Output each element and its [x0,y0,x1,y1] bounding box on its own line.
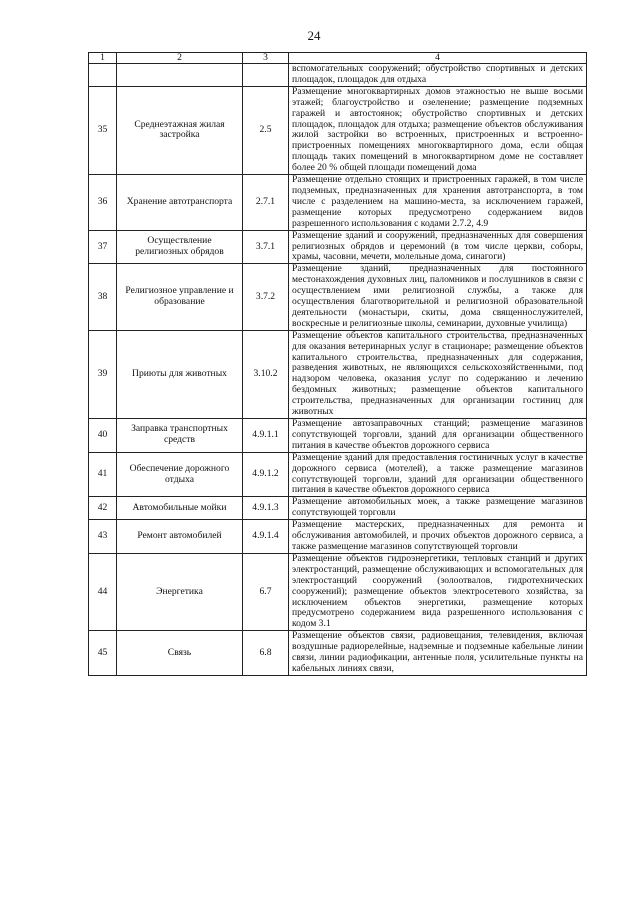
row-number: 40 [89,419,117,453]
land-use-code: 6.7 [243,553,289,630]
land-use-code: 4.9.1.4 [243,520,289,554]
land-use-code: 3.10.2 [243,330,289,418]
land-use-code: 3.7.1 [243,230,289,264]
land-use-description: Размещение зданий, предназначенных для постоянного местонахождения духовных лиц, паломников и послушников в связи с осуществлением ими религиозной службы, а также для осуществления благотворительной и религиозной образовательной деятельности (монастыри, скиты, дома священнослужителей, воскресные и религиозные школы, семинарии, духовные училища) [289,264,587,330]
land-use-code: 3.7.2 [243,264,289,330]
land-use-name: Заправка транспортных средств [117,419,243,453]
land-use-name: Религиозное управление и образование [117,264,243,330]
land-use-name: Хранение автотранспорта [117,175,243,231]
table-row [89,419,587,453]
table-row [89,631,587,676]
row-number: 35 [89,86,117,174]
header-cell: 3 [243,53,289,64]
table-row [89,86,587,174]
page-number: 24 [307,28,321,43]
table-row [89,520,587,554]
continuation-text: вспомогательных сооружений; обустройство спортивных и детских площадок, площадок для отдыха [289,64,587,87]
land-use-description: Размещение многоквартирных домов этажностью не выше восьми этажей; благоустройство и озеленение; размещение подземных гаражей и автостоянок; обустройство спортивных и детских площадок, площадок для отдыха; размещение объектов обслуживания жилой застройки во встроенных, пристроенных и встроенно-пристроенных помещениях многоквартирного дома, если общая площадь таких помещений в многоквартирном доме не составляет более 20 % общей площади помещений дома [289,86,587,174]
land-use-name: Приюты для животных [117,330,243,418]
land-use-code: 4.9.1.2 [243,452,289,497]
land-use-code: 4.9.1.1 [243,419,289,453]
table-row [89,553,587,630]
continuation-row [89,64,587,87]
land-use-code: 4.9.1.3 [243,497,289,520]
land-use-description: Размещение объектов связи, радиовещания, телевидения, включая воздушные радиорелейные, надземные и подземные кабельные линии связи, линии радиофикации, антенные поля, усилительные пункты на кабельных линиях связи, [289,631,587,676]
row-number: 39 [89,330,117,418]
header-cell: 1 [89,53,117,64]
land-use-description: Размещение зданий и сооружений, предназначенных для совершения религиозных обрядов и церемоний (в том числе церкви, соборы, храмы, часовни, мечети, молельные дома, синагоги) [289,230,587,264]
land-use-description: Размещение объектов гидроэнергетики, тепловых станций и других электростанций, размещение обслуживающих и вспомогательных для электростанций сооружений (золоотвалов, гидротехнических сооружений); размещение объектов электросетевого хозяйства, за исключением объектов энергетики, размещение которых предусмотрено содержанием вида разрешенного использования с кодом 3.1 [289,553,587,630]
land-use-description: Размещение зданий для предоставления гостиничных услуг в качестве дорожного сервиса (мотелей), а также размещение магазинов сопутствующей торговли, зданий для организации общественного питания в качестве объектов дорожного сервиса [289,452,587,497]
table-row [89,175,587,231]
row-number: 36 [89,175,117,231]
land-use-name: Осуществление религиозных обрядов [117,230,243,264]
land-use-name: Ремонт автомобилей [117,520,243,554]
land-use-code: 6.8 [243,631,289,676]
row-number: 45 [89,631,117,676]
table-row [89,452,587,497]
land-use-table [88,52,587,676]
land-use-code: 2.5 [243,86,289,174]
land-use-name: Связь [117,631,243,676]
row-number: 41 [89,452,117,497]
land-use-description: Размещение отдельно стоящих и пристроенных гаражей, в том числе подземных, предназначенных для хранения автотранспорта, в том числе с разделением на машино-места, за исключением гаражей, размещение которых предусмотрено содержанием видов разрешенного использования с кодами 2.7.2, 4.9 [289,175,587,231]
land-use-code: 2.7.1 [243,175,289,231]
row-number: 42 [89,497,117,520]
land-use-description: Размещение автозаправочных станций; размещение магазинов сопутствующей торговли, зданий для организации общественного питания в качестве объектов дорожного сервиса [289,419,587,453]
row-number: 38 [89,264,117,330]
land-use-name: Обеспечение дорожного отдыха [117,452,243,497]
header-cell: 4 [289,53,587,64]
land-use-description: Размещение мастерских, предназначенных для ремонта и обслуживания автомобилей, и прочих объектов дорожного сервиса, а также размещение магазинов сопутствующей торговли [289,520,587,554]
header-cell: 2 [117,53,243,64]
land-use-name: Автомобильные мойки [117,497,243,520]
table-row [89,230,587,264]
land-use-description: Размещение объектов капитального строительства, предназначенных для оказания ветеринарных услуг в стационаре; размещение объектов капитального строительства, предназначенных для содержания, разведения животных, не являющихся сельскохозяйственными, под надзором человека, оказания услуг по содержанию и лечению бездомных животных; размещение объектов капитального строительства, предназначенных для организации гостиниц для животных [289,330,587,418]
table-row [89,497,587,520]
table-row [89,264,587,330]
land-use-description: Размещение автомобильных моек, а также размещение магазинов сопутствующей торговли [289,497,587,520]
table-row [89,330,587,418]
land-use-name: Энергетика [117,553,243,630]
land-use-name: Среднеэтажная жилая застройка [117,86,243,174]
row-number: 43 [89,520,117,554]
row-number: 44 [89,553,117,630]
table-header-row [89,53,587,64]
row-number: 37 [89,230,117,264]
